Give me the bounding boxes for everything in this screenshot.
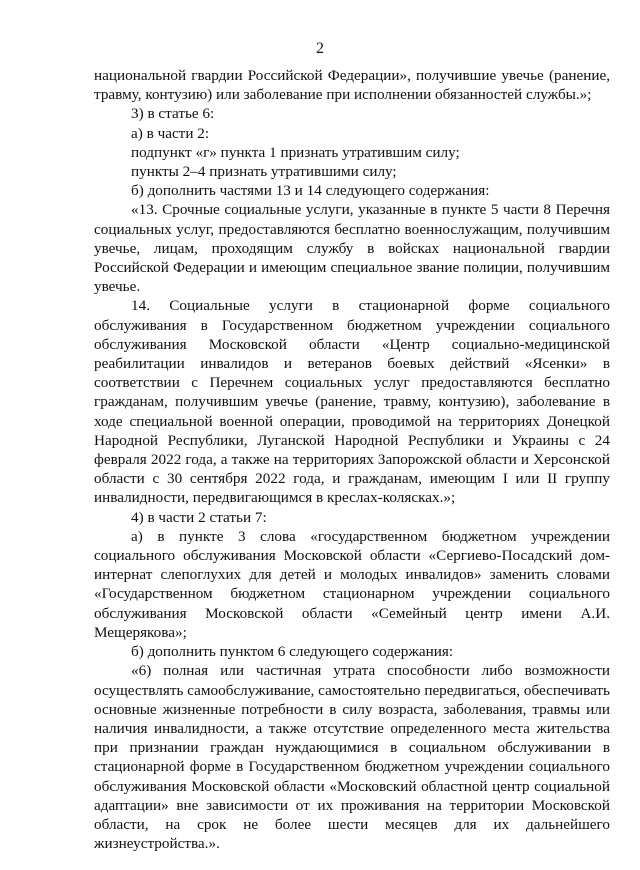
paragraph: а) в пункте 3 слова «государственном бюджетном учреждении социального обслуживания Московской области «Сергиево-Посадский дом-интернат слепоглухих для детей и молодых инвалидов» заменить словами «Государственном бюджетном стационарном учреждении социального обслуживания Московской области «Семейный центр имени А.И. Мещерякова»; bbox=[94, 527, 610, 641]
paragraph: пункты 2–4 признать утратившими силу; bbox=[131, 163, 397, 181]
paragraph: 3) в статье 6: bbox=[131, 105, 215, 123]
paragraph: а) в части 2: bbox=[131, 124, 210, 142]
paragraph: 14. Социальные услуги в стационарной форме социального обслуживания в Государственном бюджетном учреждении социального обслуживания Московской области «Центр социально-медицинской реабилитации инвалидов и ветеранов боевых действий «Ясенки» в соответствии с Перечнем социальных услуг предоставляются бесплатно гражданам, получившим увечье (ранение, травму, контузию), заболевание в ходе специальной военной операции, проводимой на территориях Донецкой Народной Республики, Луганской Народной Республики и Украины с 24 февраля 2022 года, а также на территориях Запорожской области и Херсонской области с 30 сентября 2022 года, и гражданам, имеющим I или II группу инвалидности, передвигающимся в креслах-колясках.»; bbox=[94, 297, 610, 507]
paragraph: 4) в части 2 статьи 7: bbox=[131, 508, 267, 526]
paragraph: подпункт «г» пункта 1 признать утратившим силу; bbox=[131, 143, 460, 161]
paragraph: б) дополнить частями 13 и 14 следующего содержания: bbox=[131, 182, 490, 200]
paragraph: национальной гвардии Российской Федерации», получившие увечье (ранение, травму, контузию) или заболевание при исполнении обязанностей службы.»; bbox=[94, 67, 610, 104]
paragraph: б) дополнить пунктом 6 следующего содержания: bbox=[131, 643, 454, 661]
paragraph: «13. Срочные социальные услуги, указанные в пункте 5 части 8 Перечня социальных услуг, предоставляются бесплатно военнослужащим, получившим увечье, лицам, проходящим службу в войсках национальной гвардии Российской Федерации и имеющим специальное звание полиции, получившим увечье. bbox=[94, 201, 610, 296]
paragraph: «6) полная или частичная утрата способности либо возможности осуществлять самообслуживание, самостоятельно передвигаться, обеспечивать основные жизненные потребности в силу возраста, заболевания, травмы или наличия инвалидности, а также отсутствие определенного места жительства при признании граждан нуждающимися в социальном обслуживании в стационарной форме в Государственном бюджетном учреждении социального обслуживания Московской области «Московский областной центр социальной адаптации» вне зависимости от их проживания на территории Московской области, на срок не более шести месяцев для их дальнейшего жизнеустройства.». bbox=[94, 662, 610, 853]
page-number: 2 bbox=[316, 40, 324, 57]
document-body bbox=[94, 66, 610, 853]
